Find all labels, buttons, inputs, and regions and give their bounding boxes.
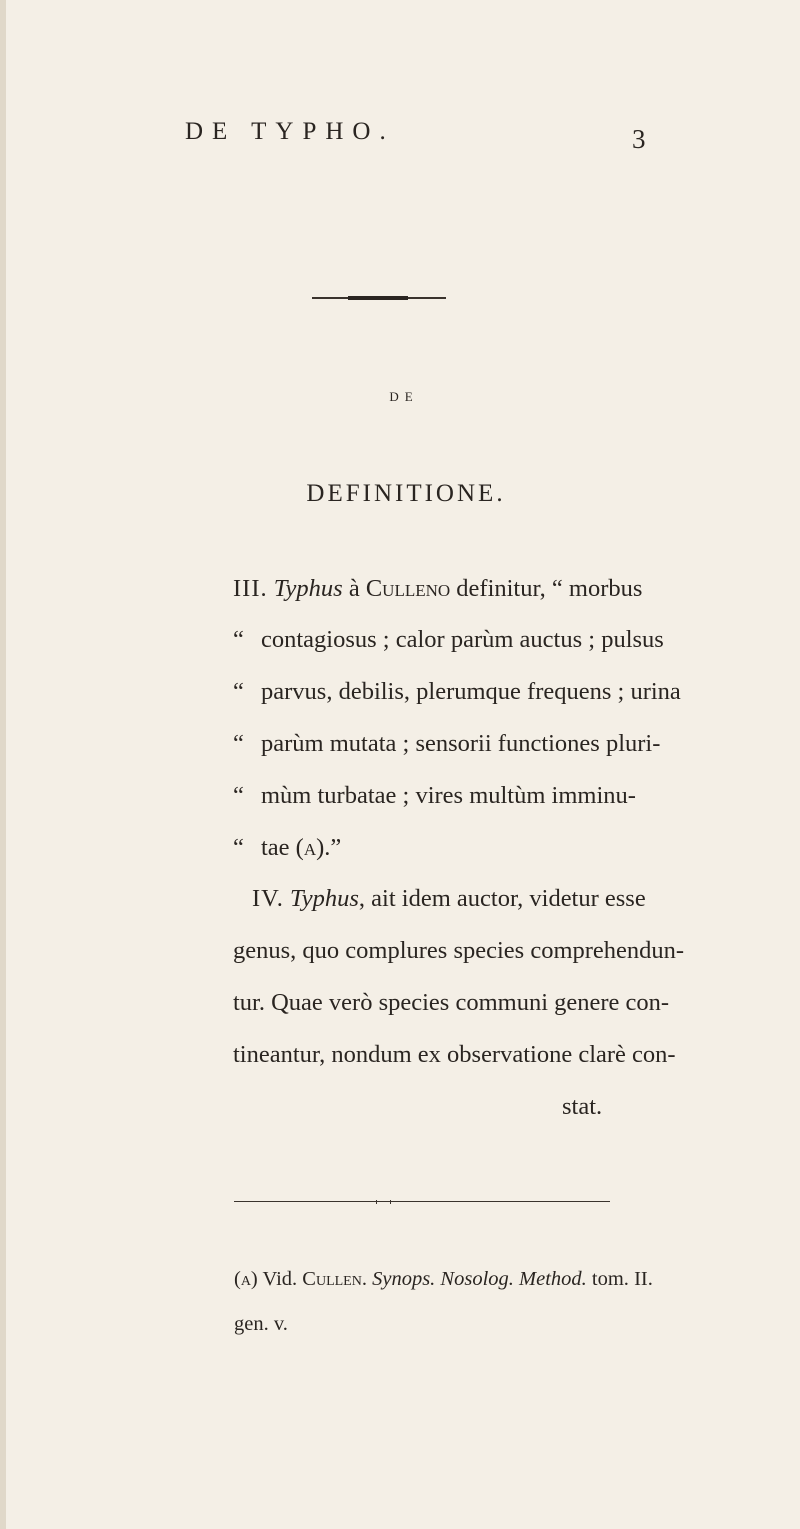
page-edge [0, 0, 6, 1529]
footnote-line-1: (a) Vid. Cullen. Synops. Nosolog. Method. tom. II. [234, 1268, 653, 1290]
para-iv-line-2: genus, quo complures species comprehendun- [233, 937, 685, 964]
footnote-ref: a [303, 834, 317, 861]
running-title: DE TYPHO. [185, 118, 395, 145]
section-prefix: DE [389, 389, 419, 404]
para-iii-line-2: “ contagiosus ; calor parùm auctus ; pulsus [233, 626, 664, 653]
catchword: stat. [562, 1093, 603, 1120]
para-iv-line-3: tur. Quae verò species communi genere con- [233, 989, 670, 1016]
ornament-rule [312, 297, 446, 299]
section-title: DEFINITIONE. [306, 480, 506, 507]
footnote-rule [234, 1201, 610, 1202]
para-iv-line-1: IV. Typhus, ait idem auctor, videtur esse [252, 885, 646, 912]
ornament-rule-center [348, 296, 408, 300]
author-name: Culleno [365, 575, 451, 602]
para-iii-line-5: “ mùm turbatae ; vires multùm imminu- [233, 782, 636, 809]
para-iii-line-3: “ parvus, debilis, plerumque frequens ; urina [233, 678, 681, 705]
para-iv-line-4: tineantur, nondum ex observatione clarè con- [233, 1041, 676, 1068]
para-iii-line-6: “ tae (a).” [233, 834, 342, 861]
para-iii-line-1: III. Typhus à Culleno definitur, “ morbus [233, 575, 643, 602]
footnote-line-2: gen. v. [234, 1313, 288, 1335]
para-iii-line-4: “ parùm mutata ; sensorii functiones pluri- [233, 730, 661, 757]
page-number: 3 [632, 124, 646, 154]
